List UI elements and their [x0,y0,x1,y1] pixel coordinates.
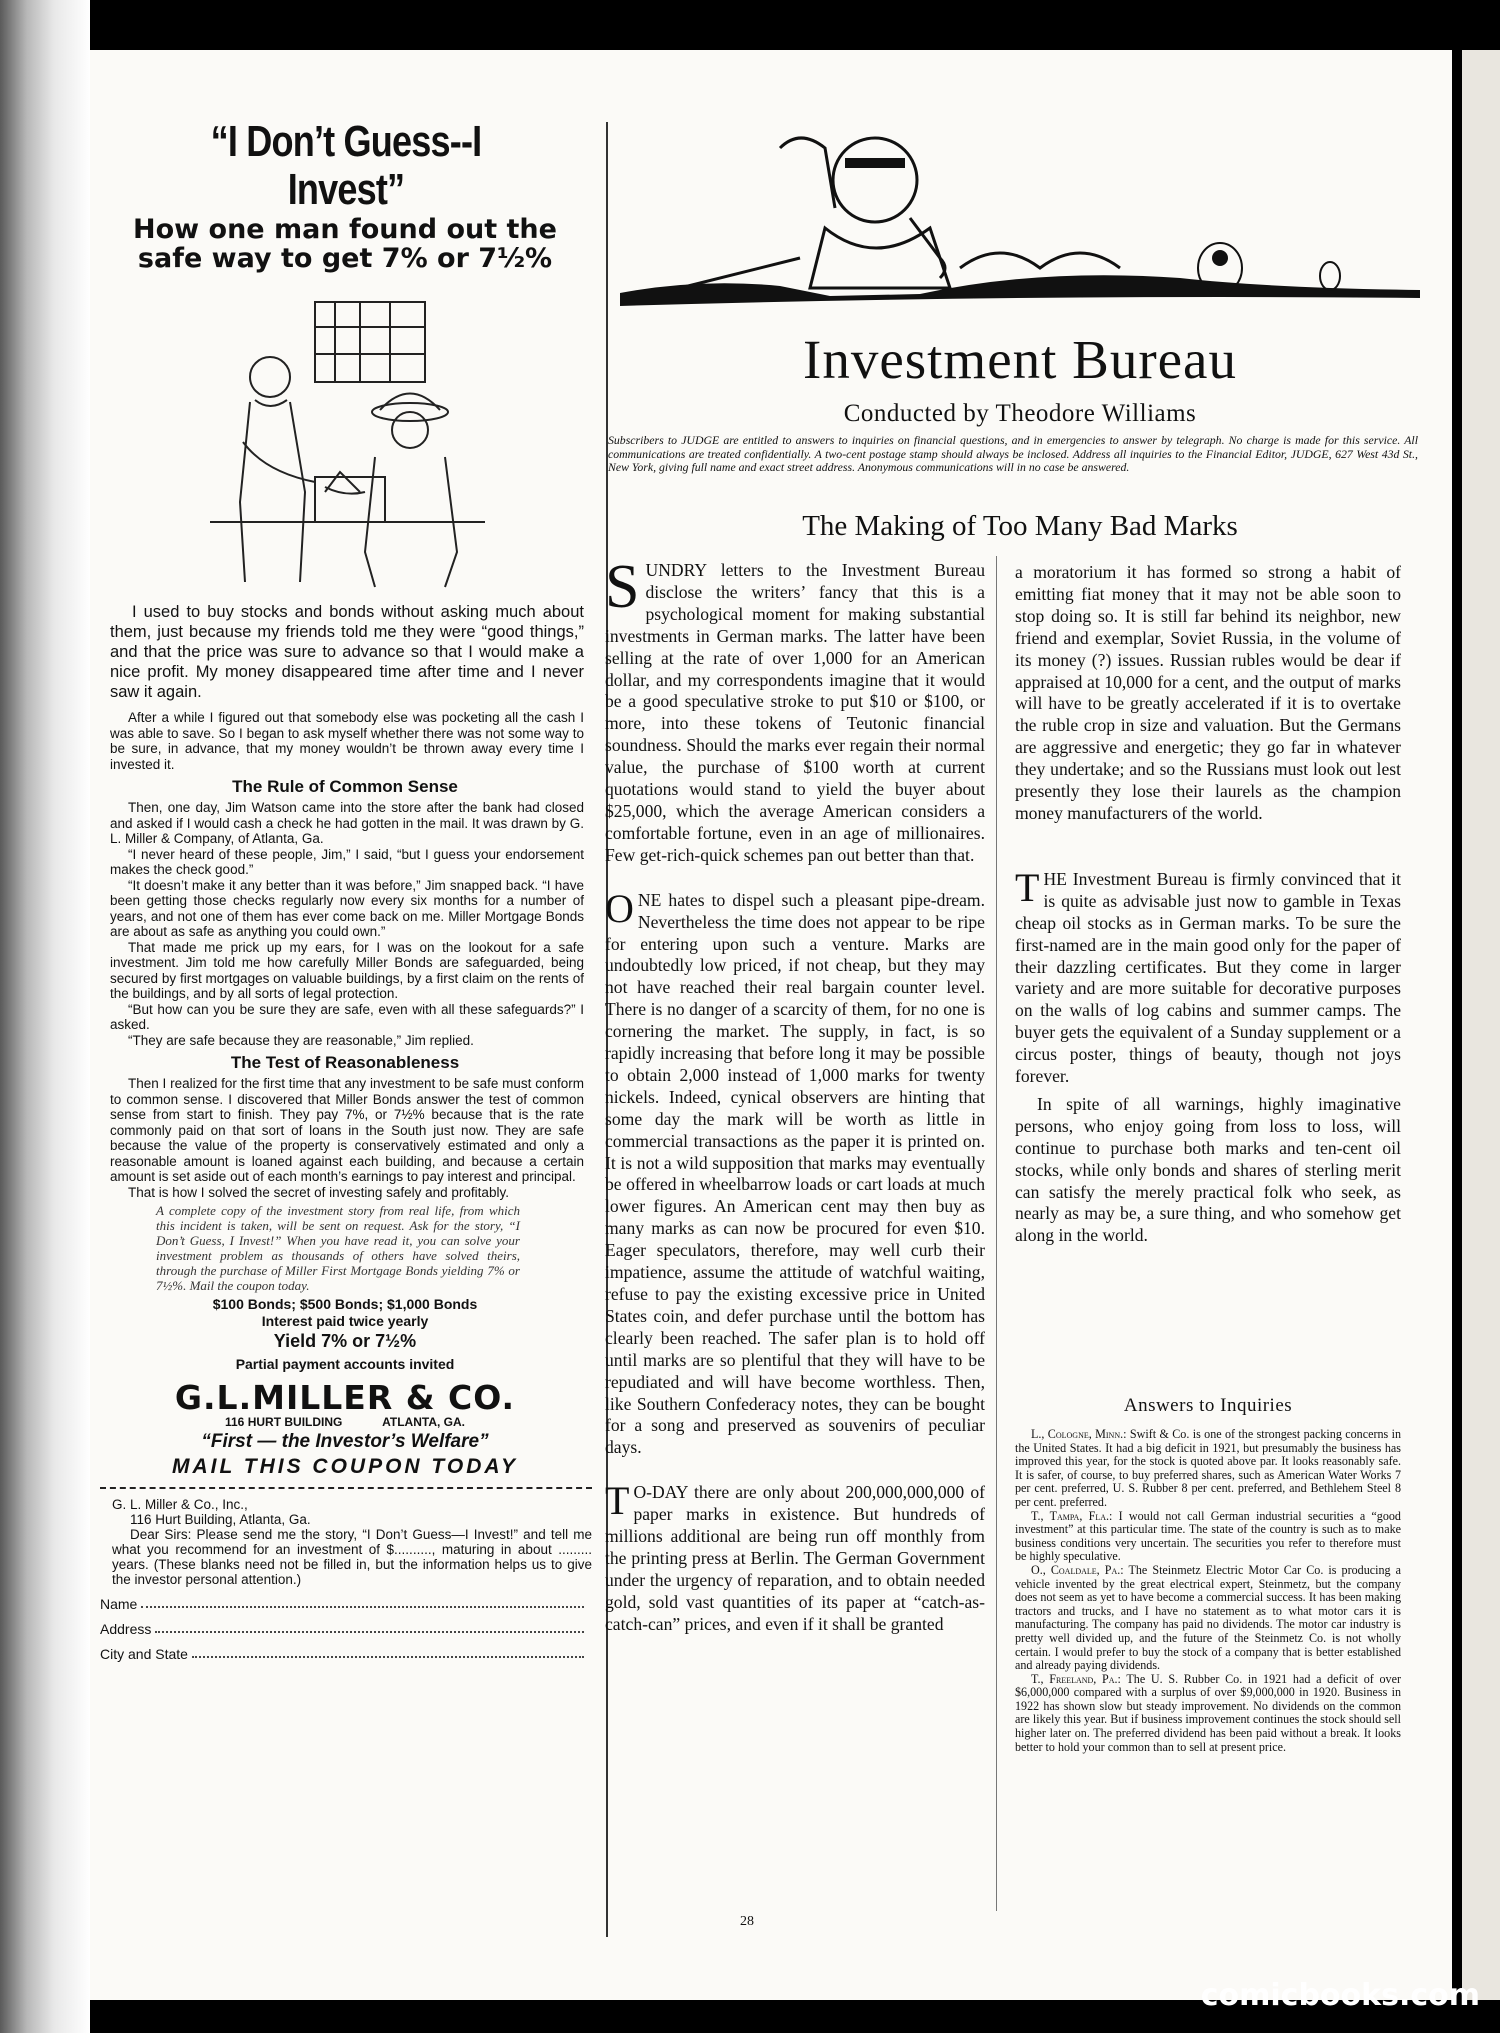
answer-inquirer: O., Coaldale, Pa.: [1031,1562,1124,1577]
ad-interest-note: Interest paid twice yearly [261,1313,429,1330]
next-page-edge [1462,50,1500,2000]
ad-paragraph: That is how I solved the secret of investing safely and profitably. [128,1184,509,1200]
man-on-telephone-illustration [620,118,1420,310]
answer-item [1015,1510,1401,1564]
article-paragraph: a moratorium it has formed so strong a habit of emitting fiat money that it may not be able soon to stop doing so. It is still far behind its neighbor, new friend and exemplar, Soviet Russia, in the volume of its money (?) issues. Russian rubles would be dear if appraised at 10,000 for a cent, and the output of marks will have to be greatly accelerated if it is to overtake the ruble crop in size and valuation. But the Germans are aggressive and energetic; they go far in whatever they undertake; and so the Russians must look out lest presently they lose their laurels as the champion money manufacturers of the world. [1015,562,1401,823]
ad-address-city: ATLANTA, GA. [382,1415,465,1430]
article-column-left [605,553,985,1636]
coupon-address-row[interactable] [100,1622,592,1637]
answer-text: The Steinmetz Electric Motor Car Co. is producing a vehicle invented by the great electrical expert, Steinmetz, but the company does not seem as yet to have become a commercial success. It has been making tractors and trucks, and I have no statement as to what motor cars it is manufacturing. The company has paid no dividends. The motor car industry is pretty well divided up, and the future of the Steinmetz Co. is not wholly certain. I would prefer to buy the stock of a company that is better established and already paying dividends. [1015,1562,1401,1673]
site-watermark: comicbooks.com [1200,1978,1480,2013]
drop-cap: T [1015,864,1040,910]
coupon-heading: MAIL THIS COUPON TODAY [171,1455,518,1479]
answer-item [1015,1428,1401,1510]
coupon-name-field[interactable] [141,1597,584,1608]
coupon-city-field[interactable] [192,1647,584,1658]
coupon-name-row[interactable] [100,1597,592,1612]
coupon-recipient: G. L. Miller & Co., Inc., [112,1497,248,1513]
answer-text: I would not call German industrial securities a “good investment” at this particular time. The state of the country is such as to make business conditions very uncertain. The securities you refer to therefore must be highly speculative. [1015,1508,1401,1564]
answer-text: The U. S. Rubber Co. in 1921 had a deficit of over $6,000,000 compared with a surplus of over $9,000,000 in 1920. Business in 1922 has shown slow but steady improvement. No dividends on the common are likely this year. But if business improvement continues the stock should sell higher later on. The preferred dividend has been paid without a break. It looks better to hold your common than to sell at present price. [1015,1671,1401,1754]
drop-cap: O [605,885,634,931]
ad-heading-common-sense: The Rule of Common Sense [232,777,458,797]
answers-title: Answers to Inquiries [1123,1395,1293,1416]
ad-title: “I Don’t Guess--I Invest” [210,117,482,215]
ad-address-street: 116 HURT BUILDING [225,1415,343,1430]
coupon-body: Dear Sirs: Please send me the story, “I Don’t Guess—I Invest!” and tell me what you recommend for an investment of $.........., maturing in about ......... years. (These blanks need not be filled in, but the information helps us to give the investor personal attention.) [112,1527,592,1588]
ad-partial-payment: Partial payment accounts invited [235,1356,455,1373]
ad-subtitle-line-1: How one man found out the [133,213,557,245]
article-title: The Making of Too Many Bad Marks [802,510,1238,542]
drop-cap: T [605,1478,630,1524]
miller-advertisement [90,118,600,1938]
ad-paragraph: After a while I figured out that somebody else was pocketing all the cash I was able to save. So I began to ask myself whether there was not some way to be sure, in advance, that my money wouldn’t be thrown away every time I invested it. [110,710,584,772]
bureau-byline: Conducted by Theodore Williams [843,400,1197,427]
answer-inquirer: T., Freeland, Pa.: [1031,1671,1121,1686]
ad-heading-reasonableness: The Test of Reasonableness [230,1053,460,1073]
ad-yield: Yield 7% or 7½% [273,1331,417,1352]
article-paragraph-text: HE Investment Bureau is firmly convinced that it is quite as advisable just now to gamble in Texas cheap oil stocks as in German marks. To be sure the first-named are in the main good only for the paper of their dazzling certificates. But they come in larger variety and are more suitable for decorative purposes on the walls of log cabins and summer camps. The buyer gets the equivalent of a Sunday supplement or a circus poster, things of beauty, though not joys forever. [1015,868,1401,1087]
article-paragraph [605,1478,985,1635]
ad-paragraph: “But how can you be sure they are safe, even with all these safeguards?” I asked. [110,1001,584,1033]
coupon-city-row[interactable] [100,1647,592,1662]
article-paragraph [1015,864,1401,1088]
article-paragraph-text: O-DAY there are only about 200,000,000,000 of paper marks in existence. But hundreds of millions additional are being run off monthly from the printing press at Berlin. The German Government under the urgency of reparation, and to obtain needed gold, sold vast quantities of its paper at “catch-as-catch-can” prices, and even if it shall be granted [605,1482,985,1634]
article-paragraph [605,553,985,867]
bureau-notice: Subscribers to JUDGE are entitled to answers to inquiries on financial questions, and in emergencies to answer by telegraph. No charge is made for this service. All communications are treated confidentially. A two-cent postage stamp should always be inclosed. Address all inquiries to the Financial Editor, JUDGE, 627 West 43d St., New York, giving full name and exact street address. Anonymous communications will in no case be answered. [608,433,1418,474]
ad-address [90,1415,600,1429]
ad-paragraph: Then I realized for the first time that any investment to be safe must conform to common sense. I discovered that Miller Bonds answer the test of common sense from start to finish. They pay 7%, or 7½% because that is the rate commonly paid on that sort of loans in the South just now. They are safe because the value of the property is conservatively estimated and only a reasonable amount is loaned against each building, and because a certain amount is set aside out of each month’s earnings to pay interest and principal. [110,1076,584,1185]
ad-story-offer: A complete copy of the investment story from real life, from which this incident is taken, will be sent on request. Ask for the story, “I Don’t Guess, I Invest!” When you have read it, you can solve your investment problem as thousands of others have solved theirs, through the purchase of Miller First Mortgage Bonds yielding 7% or 7½%. Mail the coupon today. [156,1203,520,1294]
column-divider [996,556,997,1911]
coupon-city-label: City and State [100,1646,188,1663]
ad-paragraph: “They are safe because they are reasonable,” Jim replied. [128,1032,474,1048]
article-paragraph-text: NE hates to dispel such a pleasant pipe-dream. Nevertheless the time does not appear to be ripe for entering upon such a venture. Marks are undoubtedly low priced, if not cheap, but they may not have reached their real bargain counter level. There is no danger of a scarcity of them, for no one is cornering the market. The supply, in fact, is so rapidly increasing that before long it may be possible to obtain 2,000 instead of 1,000 marks for twenty nickels. Indeed, cynical observers are hinting that some day the mark will be worth as little in commercial transactions as the paper it is printed on. It is not a wild supposition that marks may eventually be offered in wheelbarrow loads or cart loads at much lower figures. An American cent may then buy as many marks as can now be procured for even $10. Eager speculators, therefore, may well curb their impatience, assume the attitude of watchful waiting, refuse to pay the existing excessive price in United States coin, and defer purchase until the bottom has clearly been reached. The safer plan is to hold off until marks are so plentiful that they will have to be repudiated and will have become worthless. Then, like Southern Confederacy notes, they can be bought for a song and preserved as souvenirs of peculiar days. [605,889,985,1458]
article-paragraph: In spite of all warnings, highly imaginative persons, who enjoy going from loss to loss, will continue to purchase both marks and ten-cent oil stocks, while only bonds and shares of sterling merit can satisfy the merely practical folk who seek, as nearly as may be, a sure thing, and who somehow get along in the world. [1015,1093,1401,1246]
article-paragraph-text: UNDRY letters to the Investment Bureau disclose the writers’ fancy that this is a psychological moment for making substantial investments in German marks. The latter have been selling at the rate of over 1,000 for an American dollar, and my correspondents imagine that it would be a good speculative stroke to put $10 or $100, or more, into these tokens of Teutonic financial soundness. Should the marks ever regain their normal value, the purchase of $100 worth at current quotations would stand to yield the buyer about $25,000, which the average American considers a comfortable fortune, even in an age of millionaires. Few get-rich-quick schemes pan out better than that. [605,560,985,865]
answer-item [1015,1564,1401,1673]
answer-item [1015,1673,1401,1755]
answer-inquirer: L., Cologne, Minn.: [1031,1427,1127,1441]
answers-section [1015,1428,1401,1754]
ad-paragraph: “It doesn’t make it any better than it was before,” Jim snapped back. “I have been getting those checks regularly now every six months for a number of years, and not one of them has ever come back on me. Miller Mortgage Bonds are about as safe as anything you could own.” [110,877,584,940]
ad-paragraph: That made me prick up my ears, for I was on the lookout for a safe investment. Jim told me how carefully Miller Bonds are safeguarded, being secured by first mortgages on valuable buildings, by a first claim on the rents of the buildings, and by all sorts of legal protection. [110,939,584,1002]
ad-lead-paragraph: I used to buy stocks and bonds without asking much about them, just because my friends told me they were “good things,” and that the price was sure to advance so that I would make a nice profit. My money disappeared time after time and I never saw it again. [110,603,584,702]
book-binding-edge [0,0,90,2033]
page-number: 28 [740,1914,754,1929]
ad-illustration-two-men [195,292,495,592]
ad-paragraph: Then, one day, Jim Watson came into the store after the bank had closed and asked if I would cash a check he had gotten in the mail. It was drawn by G. L. Miller & Company, of Atlanta, Ga. [110,800,584,847]
article-paragraph [605,885,985,1460]
miller-logo: G.L.MILLER & CO. [174,1378,516,1418]
coupon-name-label: Name [100,1596,138,1613]
ad-bond-denominations: $100 Bonds; $500 Bonds; $1,000 Bonds [212,1296,478,1313]
coupon-recipient-address: 116 Hurt Building, Atlanta, Ga. [130,1512,311,1528]
mail-coupon[interactable] [100,1487,592,1662]
answer-text: Swift & Co. is one of the strongest packing concerns in the United States. It had a big deficit in 1921, but presumably the business has improved this year, for the stock is quoted above par. It looks reasonably safe. It is safer, of course, to buy preferred shares, such as American Water Works 7 per cent. preferred, U. S. Rubber 8 per cent. preferred, and Bethlehem Steel 8 per cent. preferred. [1015,1427,1401,1509]
ad-subtitle-line-2: safe way to get 7% or 7½% [137,243,553,275]
coupon-address-label: Address [100,1621,152,1638]
ad-paragraph: “I never heard of these people, Jim,” I said, “but I guess your endorsement makes the check good.” [110,846,584,878]
bureau-title: Investment Bureau [803,329,1237,390]
drop-cap: S [605,553,640,621]
answer-inquirer: T., Tampa, Fla.: [1031,1508,1113,1523]
article-column-right [1015,562,1401,1247]
ad-slogan: “First — the Investor’s Welfare” [201,1431,489,1453]
coupon-address-field[interactable] [155,1622,584,1633]
